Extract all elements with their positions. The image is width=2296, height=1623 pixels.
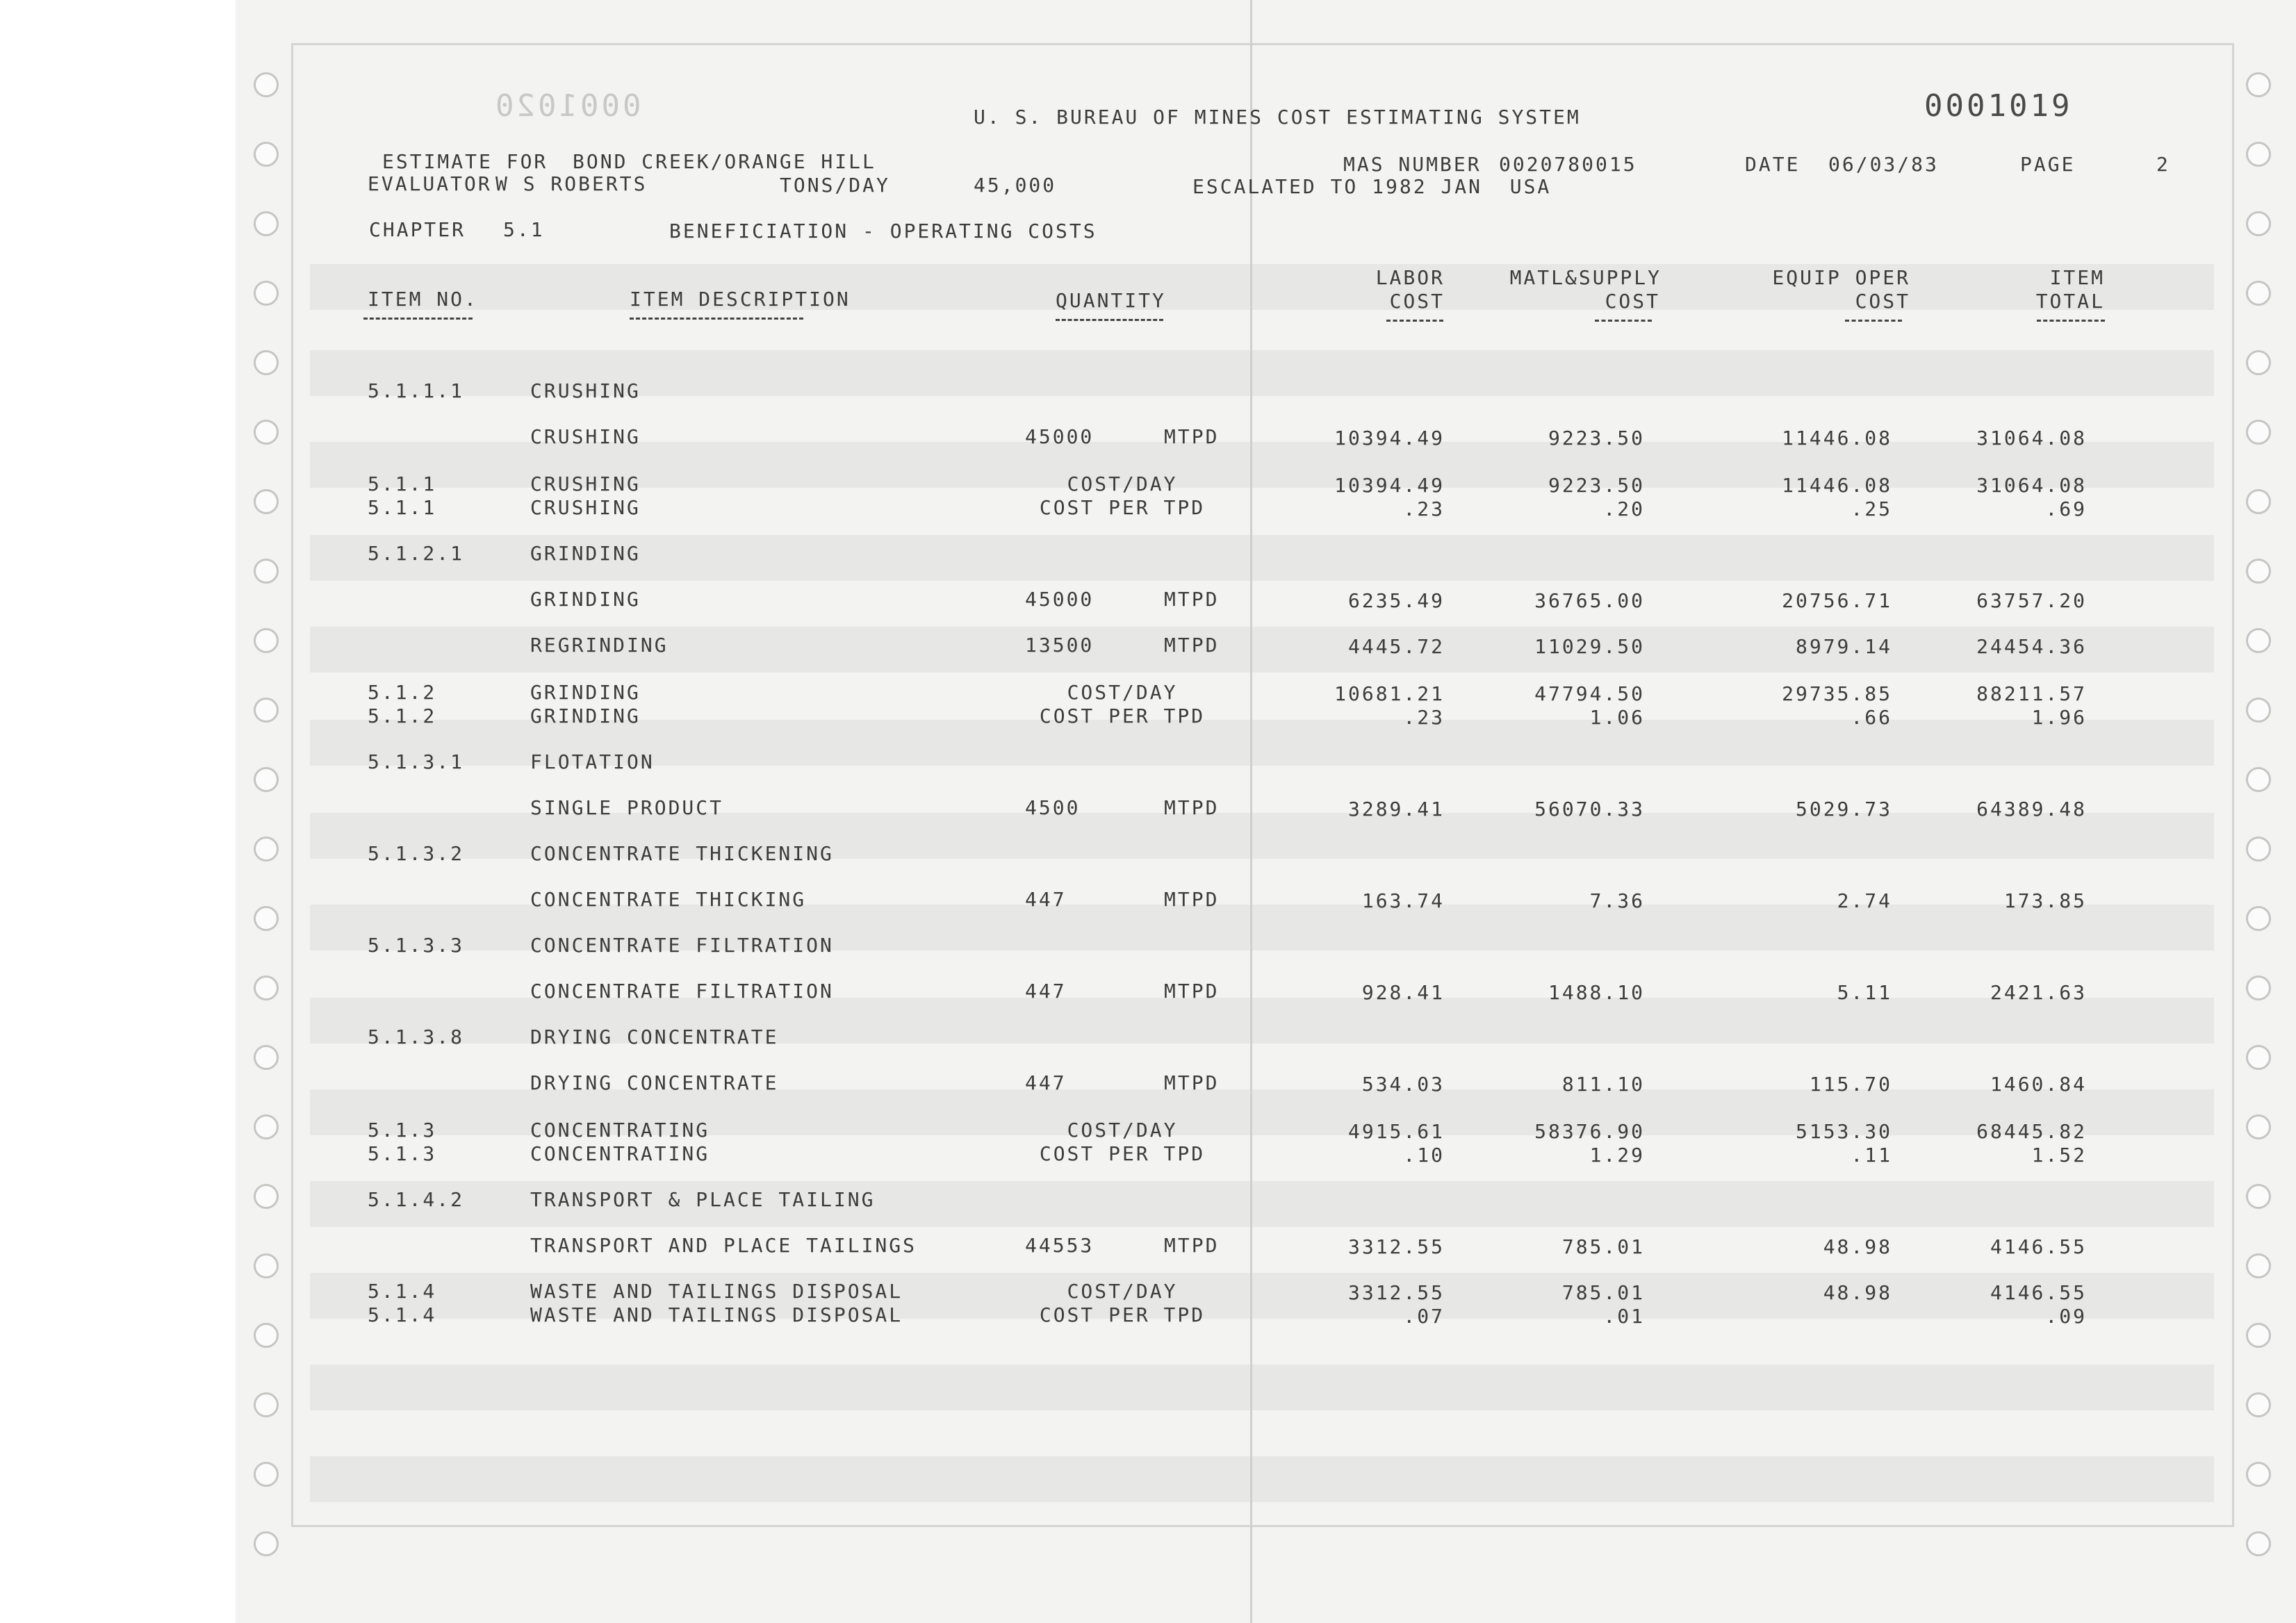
quantity-cell: 45000: [1025, 425, 1094, 448]
total-cost-cell: 1460.84: [1990, 1073, 2087, 1096]
col-matl-underline: [1595, 320, 1652, 322]
equip-cost-cell: 11446.08: [1782, 474, 1892, 497]
evaluator-label: EVALUATOR: [368, 172, 492, 195]
tractor-hole: [2246, 628, 2271, 653]
mirrored-report-stamp: 0001020: [493, 88, 641, 124]
unit-cell: MTPD: [1164, 634, 1220, 657]
total-cost-cell: 68445.82: [1976, 1120, 2087, 1143]
tractor-hole: [2246, 281, 2271, 306]
estimate-for-label: ESTIMATE FOR: [382, 150, 548, 173]
equip-cost-cell: .25: [1851, 497, 1892, 520]
cost-basis-cell: COST PER TPD: [1039, 1303, 1206, 1326]
item-no-cell: 5.1.3.3: [368, 934, 465, 957]
item-no-cell: 5.1.3: [368, 1142, 437, 1165]
total-cost-cell: 31064.08: [1976, 427, 2087, 450]
col-labor-underline: [1386, 320, 1443, 322]
total-cost-cell: 64389.48: [1976, 798, 2087, 821]
total-cost-cell: 4146.55: [1990, 1235, 2087, 1258]
item-description-cell: REGRINDING: [530, 634, 669, 657]
matl-cost-cell: 47794.50: [1534, 682, 1645, 705]
tractor-hole: [254, 1184, 279, 1209]
item-description-cell: CRUSHING: [530, 496, 641, 519]
quantity-cell: 13500: [1025, 634, 1094, 657]
col-total-line2: TOTAL: [2035, 290, 2105, 313]
page-label: PAGE: [2020, 153, 2076, 176]
tractor-hole: [254, 975, 279, 1000]
estimate-for-value: BOND CREEK/ORANGE HILL: [573, 150, 876, 173]
item-description-cell: CRUSHING: [530, 425, 641, 448]
tractor-hole: [254, 1323, 279, 1348]
matl-cost-cell: 7.36: [1589, 889, 1645, 912]
equip-cost-cell: 2.74: [1837, 889, 1892, 912]
tractor-hole: [2246, 1531, 2271, 1556]
item-description-cell: CONCENTRATE THICKENING: [530, 842, 834, 865]
col-quantity-underline: [1056, 319, 1163, 321]
matl-cost-cell: 1.29: [1589, 1144, 1645, 1167]
cost-basis-cell: COST/DAY: [1067, 1119, 1178, 1142]
matl-cost-cell: 56070.33: [1534, 798, 1645, 821]
tractor-hole: [2246, 767, 2271, 792]
matl-cost-cell: 785.01: [1561, 1235, 1645, 1258]
tractor-hole: [254, 1531, 279, 1556]
total-cost-cell: 63757.20: [1976, 589, 2087, 612]
center-fold-line: [1250, 0, 1252, 1623]
labor-cost-cell: 3289.41: [1347, 798, 1445, 821]
total-cost-cell: 4146.55: [1990, 1281, 2087, 1304]
labor-cost-cell: 3312.55: [1347, 1281, 1445, 1304]
page-value: 2: [2156, 153, 2170, 176]
chapter-title: BENEFICIATION - OPERATING COSTS: [669, 220, 1097, 242]
tractor-hole: [254, 142, 279, 167]
col-item-no-underline: [363, 318, 473, 320]
matl-cost-cell: .20: [1603, 497, 1645, 520]
item-no-cell: 5.1.1.1: [368, 379, 465, 402]
unit-cell: MTPD: [1164, 588, 1220, 611]
equip-cost-cell: 20756.71: [1782, 589, 1892, 612]
matl-cost-cell: 1.06: [1589, 706, 1645, 729]
total-cost-cell: 31064.08: [1976, 474, 2087, 497]
equip-cost-cell: 5.11: [1837, 981, 1892, 1004]
tractor-hole: [2246, 489, 2271, 514]
matl-cost-cell: 11029.50: [1534, 635, 1645, 658]
total-cost-cell: 1.52: [2031, 1144, 2087, 1167]
tractor-hole: [2246, 350, 2271, 375]
printout-sheet: [236, 0, 2296, 1623]
item-description-cell: DRYING CONCENTRATE: [530, 1071, 779, 1094]
quantity-cell: 45000: [1025, 588, 1094, 611]
chapter-label: CHAPTER: [369, 218, 466, 241]
tractor-hole: [2246, 211, 2271, 236]
equip-cost-cell: 48.98: [1823, 1281, 1892, 1304]
item-no-cell: 5.1.2.1: [368, 542, 465, 565]
tractor-hole: [2246, 1114, 2271, 1139]
item-description-cell: WASTE AND TAILINGS DISPOSAL: [530, 1303, 903, 1326]
labor-cost-cell: 163.74: [1361, 889, 1445, 912]
matl-cost-cell: 785.01: [1561, 1281, 1645, 1304]
tractor-hole: [2246, 1253, 2271, 1278]
item-description-cell: TRANSPORT AND PLACE TAILINGS: [530, 1234, 917, 1257]
equip-cost-cell: .11: [1851, 1144, 1892, 1167]
unit-cell: MTPD: [1164, 980, 1220, 1003]
unit-cell: MTPD: [1164, 888, 1220, 911]
date-label: DATE: [1745, 153, 1801, 176]
tractor-hole: [2246, 420, 2271, 445]
item-description-cell: CRUSHING: [530, 379, 641, 402]
item-description-cell: TRANSPORT & PLACE TAILING: [530, 1188, 876, 1211]
tractor-hole: [2246, 1323, 2271, 1348]
chapter-number: 5.1: [503, 218, 545, 241]
labor-cost-cell: 534.03: [1361, 1073, 1445, 1096]
matl-cost-cell: 58376.90: [1534, 1120, 1645, 1143]
item-description-cell: DRYING CONCENTRATE: [530, 1025, 779, 1048]
report-number-stamp: 0001019: [1924, 88, 2073, 124]
labor-cost-cell: 928.41: [1361, 981, 1445, 1004]
equip-cost-cell: 115.70: [1809, 1073, 1892, 1096]
tractor-hole: [2246, 1462, 2271, 1487]
matl-cost-cell: 9223.50: [1548, 427, 1645, 450]
item-description-cell: GRINDING: [530, 542, 641, 565]
labor-cost-cell: 4915.61: [1347, 1120, 1445, 1143]
item-description-cell: CONCENTRATE FILTRATION: [530, 934, 834, 957]
equip-cost-cell: 5029.73: [1795, 798, 1892, 821]
equip-cost-cell: 8979.14: [1795, 635, 1892, 658]
col-quantity: QUANTITY: [1056, 289, 1166, 312]
labor-cost-cell: 10394.49: [1334, 474, 1445, 497]
col-total-underline: [2037, 320, 2105, 322]
item-no-cell: 5.1.4: [368, 1303, 437, 1326]
col-equip-line2: COST: [1855, 290, 1910, 313]
tractor-hole: [2246, 837, 2271, 862]
item-no-cell: 5.1.3.1: [368, 750, 465, 773]
col-item-description-underline: [630, 318, 803, 320]
equip-cost-cell: .66: [1851, 706, 1892, 729]
col-equip-underline: [1845, 320, 1902, 322]
labor-cost-cell: 4445.72: [1347, 635, 1445, 658]
cost-basis-cell: COST PER TPD: [1039, 496, 1206, 519]
unit-cell: MTPD: [1164, 796, 1220, 819]
tractor-hole: [2246, 1184, 2271, 1209]
labor-cost-cell: .23: [1403, 706, 1445, 729]
item-description-cell: WASTE AND TAILINGS DISPOSAL: [530, 1280, 903, 1303]
evaluator-value: W S ROBERTS: [495, 172, 648, 195]
tractor-hole: [254, 698, 279, 723]
item-description-cell: FLOTATION: [530, 750, 655, 773]
date-value: 06/03/83: [1828, 153, 1939, 176]
tractor-hole: [254, 1114, 279, 1139]
total-cost-cell: 88211.57: [1976, 682, 2087, 705]
col-labor-line1: LABOR: [1375, 266, 1445, 289]
tractor-hole: [254, 1392, 279, 1417]
labor-cost-cell: .07: [1403, 1305, 1445, 1328]
cost-basis-cell: COST/DAY: [1067, 472, 1178, 495]
item-no-cell: 5.1.3: [368, 1119, 437, 1142]
tractor-hole: [254, 1462, 279, 1487]
col-equip-line1: EQUIP OPER: [1772, 266, 1910, 289]
equip-cost-cell: 11446.08: [1782, 427, 1892, 450]
tractor-hole: [254, 837, 279, 862]
tractor-hole: [254, 559, 279, 584]
item-description-cell: CONCENTRATE FILTRATION: [530, 980, 834, 1003]
total-cost-cell: .69: [2045, 497, 2087, 520]
tractor-hole: [254, 628, 279, 653]
tractor-hole: [2246, 142, 2271, 167]
tractor-hole: [254, 281, 279, 306]
quantity-cell: 44553: [1025, 1234, 1094, 1257]
item-description-cell: CONCENTRATING: [530, 1142, 710, 1165]
mas-number-label: MAS NUMBER: [1343, 153, 1482, 176]
equip-cost-cell: 5153.30: [1795, 1120, 1892, 1143]
tractor-hole: [254, 906, 279, 931]
item-no-cell: 5.1.2: [368, 705, 437, 727]
item-description-cell: GRINDING: [530, 588, 641, 611]
item-no-cell: 5.1.1: [368, 496, 437, 519]
total-cost-cell: 24454.36: [1976, 635, 2087, 658]
item-no-cell: 5.1.2: [368, 681, 437, 704]
cost-basis-cell: COST/DAY: [1067, 1280, 1178, 1303]
tractor-hole: [2246, 1045, 2271, 1070]
item-no-cell: 5.1.3.2: [368, 842, 465, 865]
unit-cell: MTPD: [1164, 1071, 1220, 1094]
labor-cost-cell: 10681.21: [1334, 682, 1445, 705]
item-description-cell: GRINDING: [530, 705, 641, 727]
tractor-hole: [254, 767, 279, 792]
tractor-hole: [2246, 559, 2271, 584]
col-labor-line2: COST: [1389, 290, 1445, 313]
equip-cost-cell: 29735.85: [1782, 682, 1892, 705]
item-description-cell: SINGLE PRODUCT: [530, 796, 724, 819]
tractor-hole: [254, 489, 279, 514]
quantity-cell: 447: [1025, 980, 1067, 1003]
quantity-cell: 447: [1025, 1071, 1067, 1094]
cost-basis-cell: COST PER TPD: [1039, 705, 1206, 727]
total-cost-cell: .09: [2045, 1305, 2087, 1328]
tons-per-day-value: 45,000: [974, 174, 1057, 197]
equip-cost-cell: 48.98: [1823, 1235, 1892, 1258]
tractor-hole: [254, 1253, 279, 1278]
labor-cost-cell: 6235.49: [1347, 589, 1445, 612]
tons-per-day-label: TONS/DAY: [780, 174, 890, 197]
tractor-hole: [2246, 975, 2271, 1000]
labor-cost-cell: .10: [1403, 1144, 1445, 1167]
labor-cost-cell: .23: [1403, 497, 1445, 520]
quantity-cell: 4500: [1025, 796, 1081, 819]
quantity-cell: 447: [1025, 888, 1067, 911]
item-no-cell: 5.1.3.8: [368, 1025, 465, 1048]
item-no-cell: 5.1.1: [368, 472, 437, 495]
col-item-no: ITEM NO.: [368, 288, 478, 311]
item-description-cell: CONCENTRATING: [530, 1119, 710, 1142]
system-title: U. S. BUREAU OF MINES COST ESTIMATING SYSTEM: [974, 106, 1581, 129]
tractor-hole: [2246, 698, 2271, 723]
col-matl-line1: MATL&SUPPLY: [1509, 266, 1662, 289]
tractor-hole: [254, 211, 279, 236]
tractor-hole: [2246, 72, 2271, 97]
col-matl-line2: COST: [1605, 290, 1660, 313]
tractor-hole: [2246, 906, 2271, 931]
tractor-hole: [254, 420, 279, 445]
matl-cost-cell: .01: [1603, 1305, 1645, 1328]
cost-basis-cell: COST PER TPD: [1039, 1142, 1206, 1165]
unit-cell: MTPD: [1164, 1234, 1220, 1257]
matl-cost-cell: 36765.00: [1534, 589, 1645, 612]
col-total-line1: ITEM: [2049, 266, 2105, 289]
mas-number-value: 0020780015: [1499, 153, 1637, 176]
matl-cost-cell: 1488.10: [1548, 981, 1645, 1004]
item-description-cell: GRINDING: [530, 681, 641, 704]
item-description-cell: CONCENTRATE THICKING: [530, 888, 807, 911]
matl-cost-cell: 811.10: [1561, 1073, 1645, 1096]
labor-cost-cell: 10394.49: [1334, 427, 1445, 450]
unit-cell: MTPD: [1164, 425, 1220, 448]
labor-cost-cell: 3312.55: [1347, 1235, 1445, 1258]
tractor-hole: [254, 72, 279, 97]
tractor-hole: [2246, 1392, 2271, 1417]
tractor-hole: [254, 1045, 279, 1070]
total-cost-cell: 1.96: [2031, 706, 2087, 729]
col-item-description: ITEM DESCRIPTION: [630, 288, 851, 311]
total-cost-cell: 2421.63: [1990, 981, 2087, 1004]
total-cost-cell: 173.85: [2003, 889, 2087, 912]
tractor-hole: [254, 350, 279, 375]
item-no-cell: 5.1.4.2: [368, 1188, 465, 1211]
item-no-cell: 5.1.4: [368, 1280, 437, 1303]
item-description-cell: CRUSHING: [530, 472, 641, 495]
escalated-note: ESCALATED TO 1982 JAN USA: [1192, 175, 1552, 198]
cost-basis-cell: COST/DAY: [1067, 681, 1178, 704]
matl-cost-cell: 9223.50: [1548, 474, 1645, 497]
